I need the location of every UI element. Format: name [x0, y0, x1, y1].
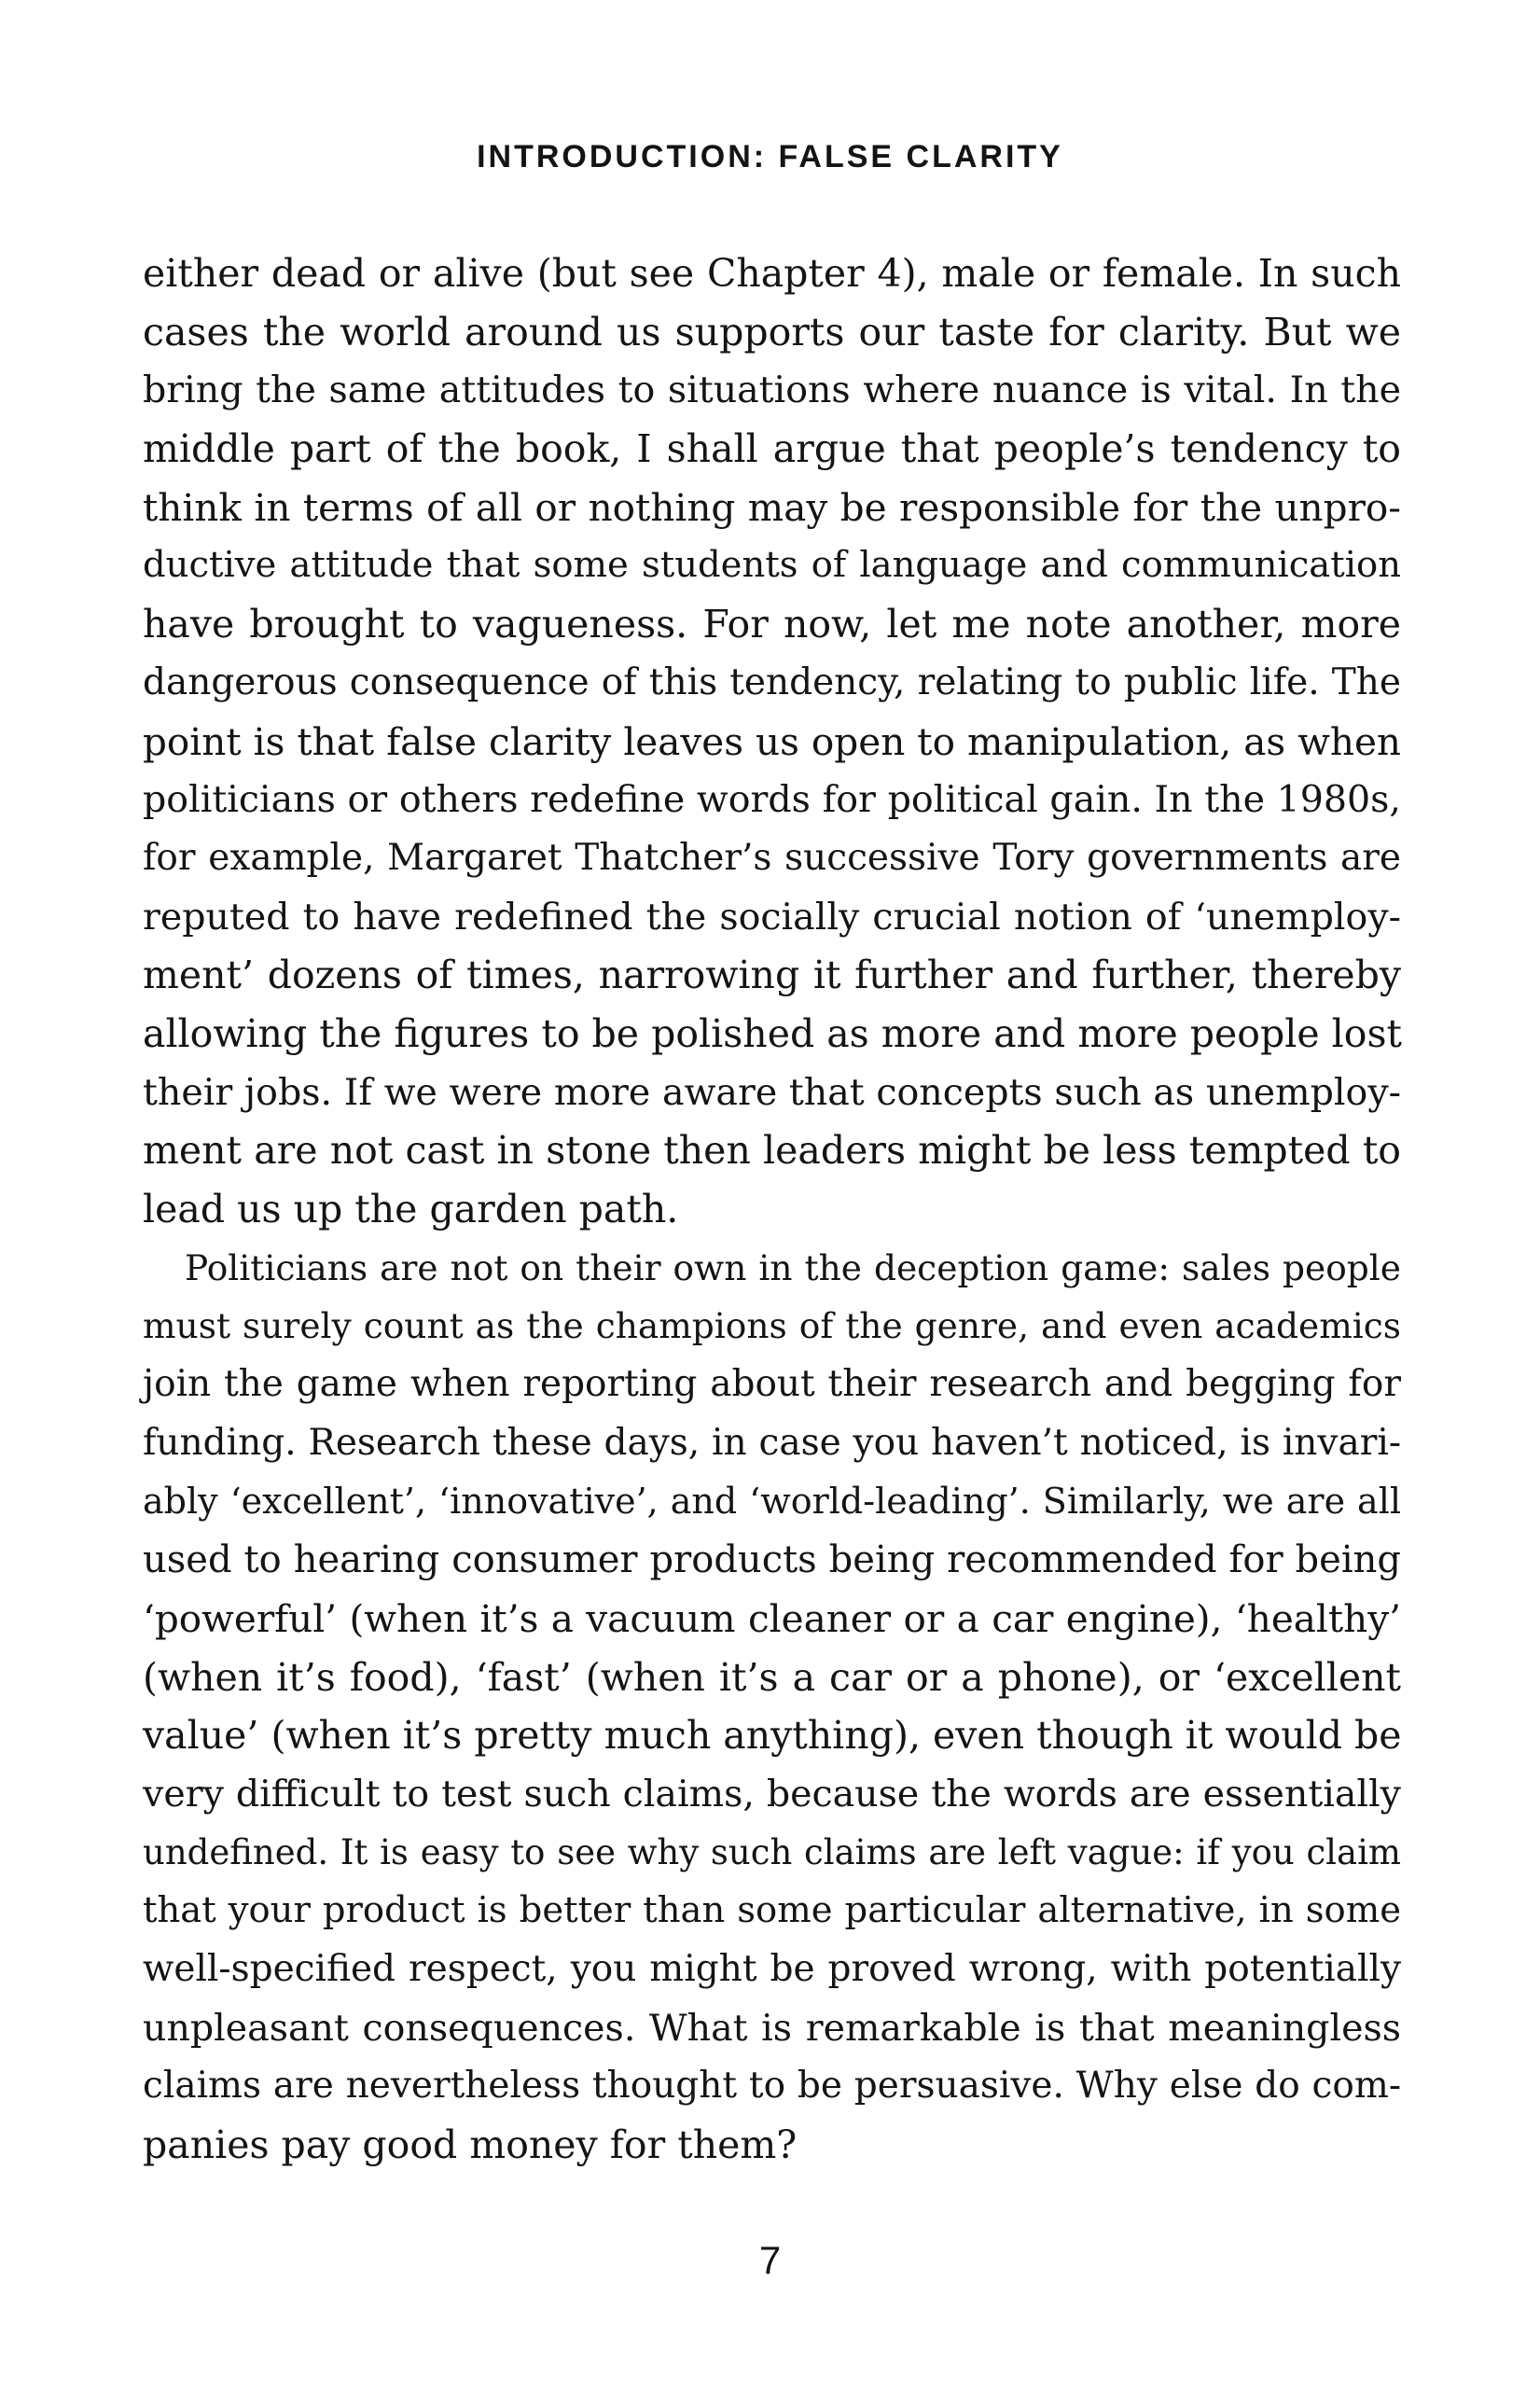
text-line: point is that false clarity leaves us open to manipulation, as when — [143, 718, 1401, 764]
text-line: their jobs. If we were more aware that concepts such as unemploy- — [143, 1070, 1401, 1114]
text-line: lead us up the garden path. — [143, 1187, 679, 1231]
running-head: INTRODUCTION: FALSE CLARITY — [477, 139, 1063, 174]
text-line: funding. Research these days, in case you haven’t noticed, is invari- — [143, 1421, 1401, 1464]
text-line: either dead or alive (but see Chapter 4), male or female. In such — [143, 251, 1401, 296]
text-line: that your product is better than some particular alternative, in some — [143, 1889, 1401, 1932]
text-line: politicians or others redefine words for political gain. In the 1980s, — [143, 778, 1401, 822]
text-line: value’ (when it’s pretty much anything), even though it would be — [143, 1713, 1402, 1759]
page-number: 7 — [758, 2238, 782, 2282]
body-text — [143, 244, 1401, 2175]
text-line: middle part of the book, I shall argue that people’s tendency to — [143, 426, 1401, 472]
text-line: cases the world around us supports our taste for clarity. But we — [143, 309, 1401, 355]
text-line: bring the same attitudes to situations where nuance is vital. In the — [143, 369, 1401, 412]
text-line: (when it’s food), ‘fast’ (when it’s a car or a phone), or ‘excellent — [143, 1654, 1401, 1700]
text-line: ment’ dozens of times, narrowing it further and further, thereby — [143, 953, 1401, 998]
text-line: join the game when reporting about their research and begging for — [143, 1363, 1401, 1406]
text-line: unpleasant consequences. What is remarkable is that meaningless — [143, 2006, 1401, 2050]
text-line: think in terms of all or nothing may be responsible for the unpro- — [143, 484, 1401, 530]
text-line: claims are nevertheless thought to be persuasive. Why else do com- — [143, 2065, 1401, 2108]
text-line: for example, Margaret Thatcher’s successive Tory governments are — [143, 836, 1401, 879]
text-line: allowing the figures to be polished as more and more people lost — [143, 1010, 1402, 1056]
text-line: dangerous consequence of this tendency, relating to public life. The — [143, 661, 1401, 703]
text-line: panies pay good money for them? — [143, 2122, 798, 2167]
text-line: well-specified respect, you might be proved wrong, with potentially — [143, 1947, 1401, 1990]
text-line: have brought to vagueness. For now, let me note another, more — [143, 602, 1401, 647]
text-line: reputed to have redefined the socially crucial notion of ‘unemploy- — [143, 895, 1401, 939]
text-line: ably ‘excellent’, ‘innovative’, and ‘world-leading’. Similarly, we are all — [143, 1481, 1401, 1523]
text-line: Politicians are not on their own in the deception game: sales people — [185, 1246, 1401, 1288]
text-line: must surely count as the champions of the genre, and even academics — [143, 1305, 1401, 1347]
text-line: ment are not cast in stone then leaders might be less tempted to — [143, 1128, 1401, 1174]
text-line: undefined. It is easy to see why such claims are left vague: if you claim — [143, 1831, 1401, 1872]
text-line: ductive attitude that some students of language and communication — [143, 544, 1401, 587]
text-line: very difficult to test such claims, because the words are essentially — [143, 1772, 1401, 1816]
text-line: ‘powerful’ (when it’s a vacuum cleaner or a car engine), ‘healthy’ — [143, 1595, 1401, 1641]
text-line: used to hearing consumer products being recommended for being — [143, 1538, 1401, 1582]
